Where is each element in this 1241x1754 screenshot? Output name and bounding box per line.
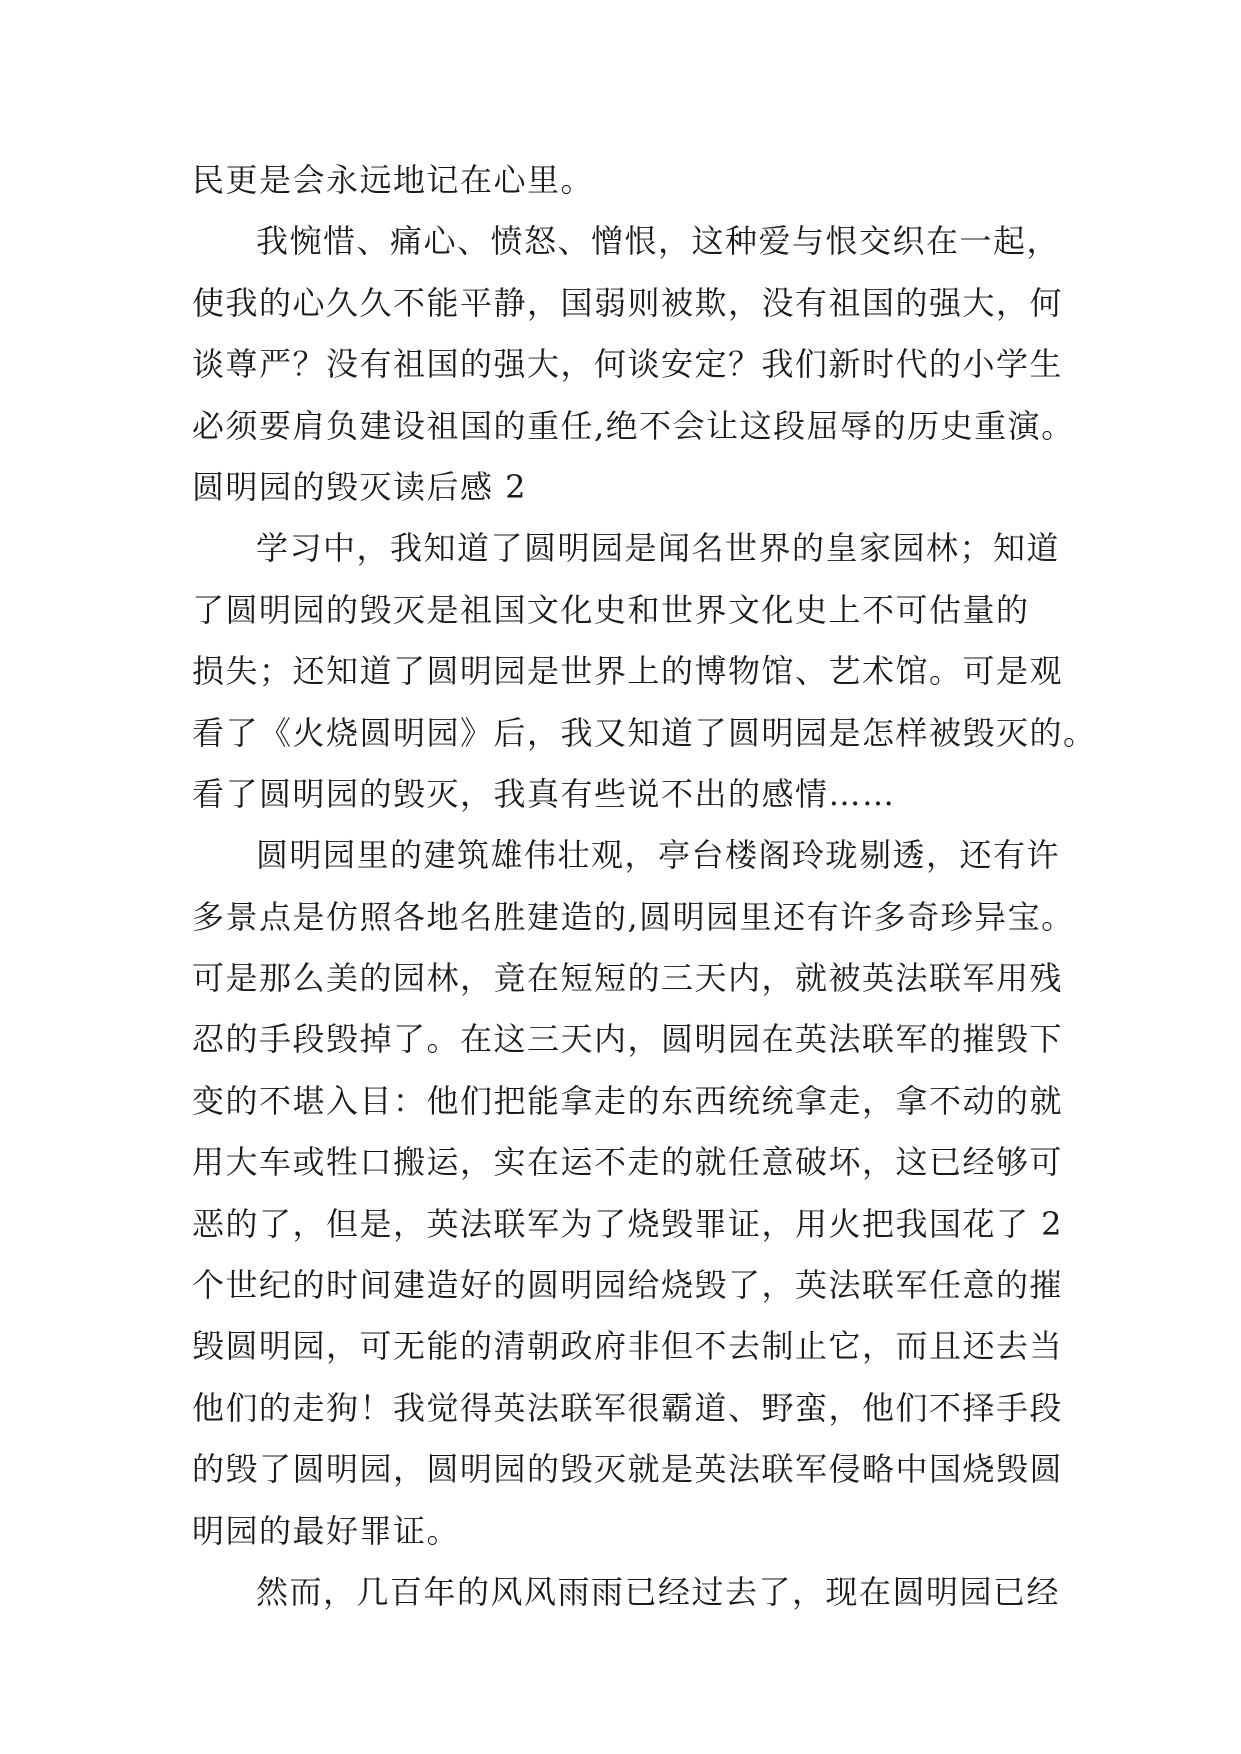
text-line: 明园的最好罪证。 bbox=[192, 1511, 461, 1550]
text-line: 谈尊严？没有祖国的强大，何谈安定？我们新时代的小学生 bbox=[192, 345, 1064, 384]
text-line: 变的不堪入目：他们把能拿走的东西统统拿走，拿不动的就 bbox=[192, 1081, 1064, 1120]
text-line: 看了圆明园的毁灭，我真有些说不出的感情…… bbox=[192, 774, 896, 813]
text-line: 多景点是仿照各地名胜建造的,圆明园里还有许多奇珍异宝。 bbox=[192, 897, 1075, 936]
text-line: 了圆明园的毁灭是祖国文化史和世界文化史上不可估量的 bbox=[192, 590, 1030, 629]
text-line: 必须要肩负建设祖国的重任,绝不会让这段屈辱的历史重演。 bbox=[192, 406, 1075, 445]
text-line: 看了《火烧圆明园》后，我又知道了圆明园是怎样被毁灭的。 bbox=[192, 713, 1097, 752]
document-body bbox=[192, 150, 1097, 1623]
text-line: 圆明园的毁灭读后感 2 bbox=[192, 467, 528, 506]
text-line: 我惋惜、痛心、愤怒、憎恨，这种爱与恨交织在一起， bbox=[256, 222, 1061, 261]
text-line: 的毁了圆明园，圆明园的毁灭就是英法联军侵略中国烧毁圆 bbox=[192, 1450, 1064, 1489]
text-line: 用大车或牲口搬运，实在运不走的就任意破坏，这已经够可 bbox=[192, 1143, 1064, 1182]
text-line: 损失；还知道了圆明园是世界上的博物馆、艺术馆。可是观 bbox=[192, 652, 1064, 691]
text-line: 忍的手段毁掉了。在这三天内，圆明园在英法联军的摧毁下 bbox=[192, 1020, 1064, 1059]
text-line: 使我的心久久不能平静，国弱则被欺，没有祖国的强大，何 bbox=[192, 283, 1064, 322]
text-line: 可是那么美的园林，竟在短短的三天内，就被英法联军用残 bbox=[192, 959, 1064, 998]
text-line: 民更是会永远地记在心里。 bbox=[192, 161, 595, 199]
text-line: 恶的了，但是，英法联军为了烧毁罪证，用火把我国花了 2 bbox=[192, 1204, 1064, 1243]
text-line: 个世纪的时间建造好的圆明园给烧毁了，英法联军任意的摧 bbox=[192, 1266, 1064, 1305]
text-line: 圆明园里的建筑雄伟壮观，亭台楼阁玲珑剔透，还有许 bbox=[256, 836, 1061, 875]
text-line: 学习中，我知道了圆明园是闻名世界的皇家园林；知道 bbox=[256, 529, 1061, 568]
text-line: 他们的走狗！我觉得英法联军很霸道、野蛮，他们不择手段 bbox=[192, 1388, 1064, 1427]
text-line: 然而，几百年的风风雨雨已经过去了，现在圆明园已经 bbox=[256, 1572, 1061, 1611]
text-line: 毁圆明园，可无能的清朝政府非但不去制止它，而且还去当 bbox=[192, 1327, 1064, 1366]
